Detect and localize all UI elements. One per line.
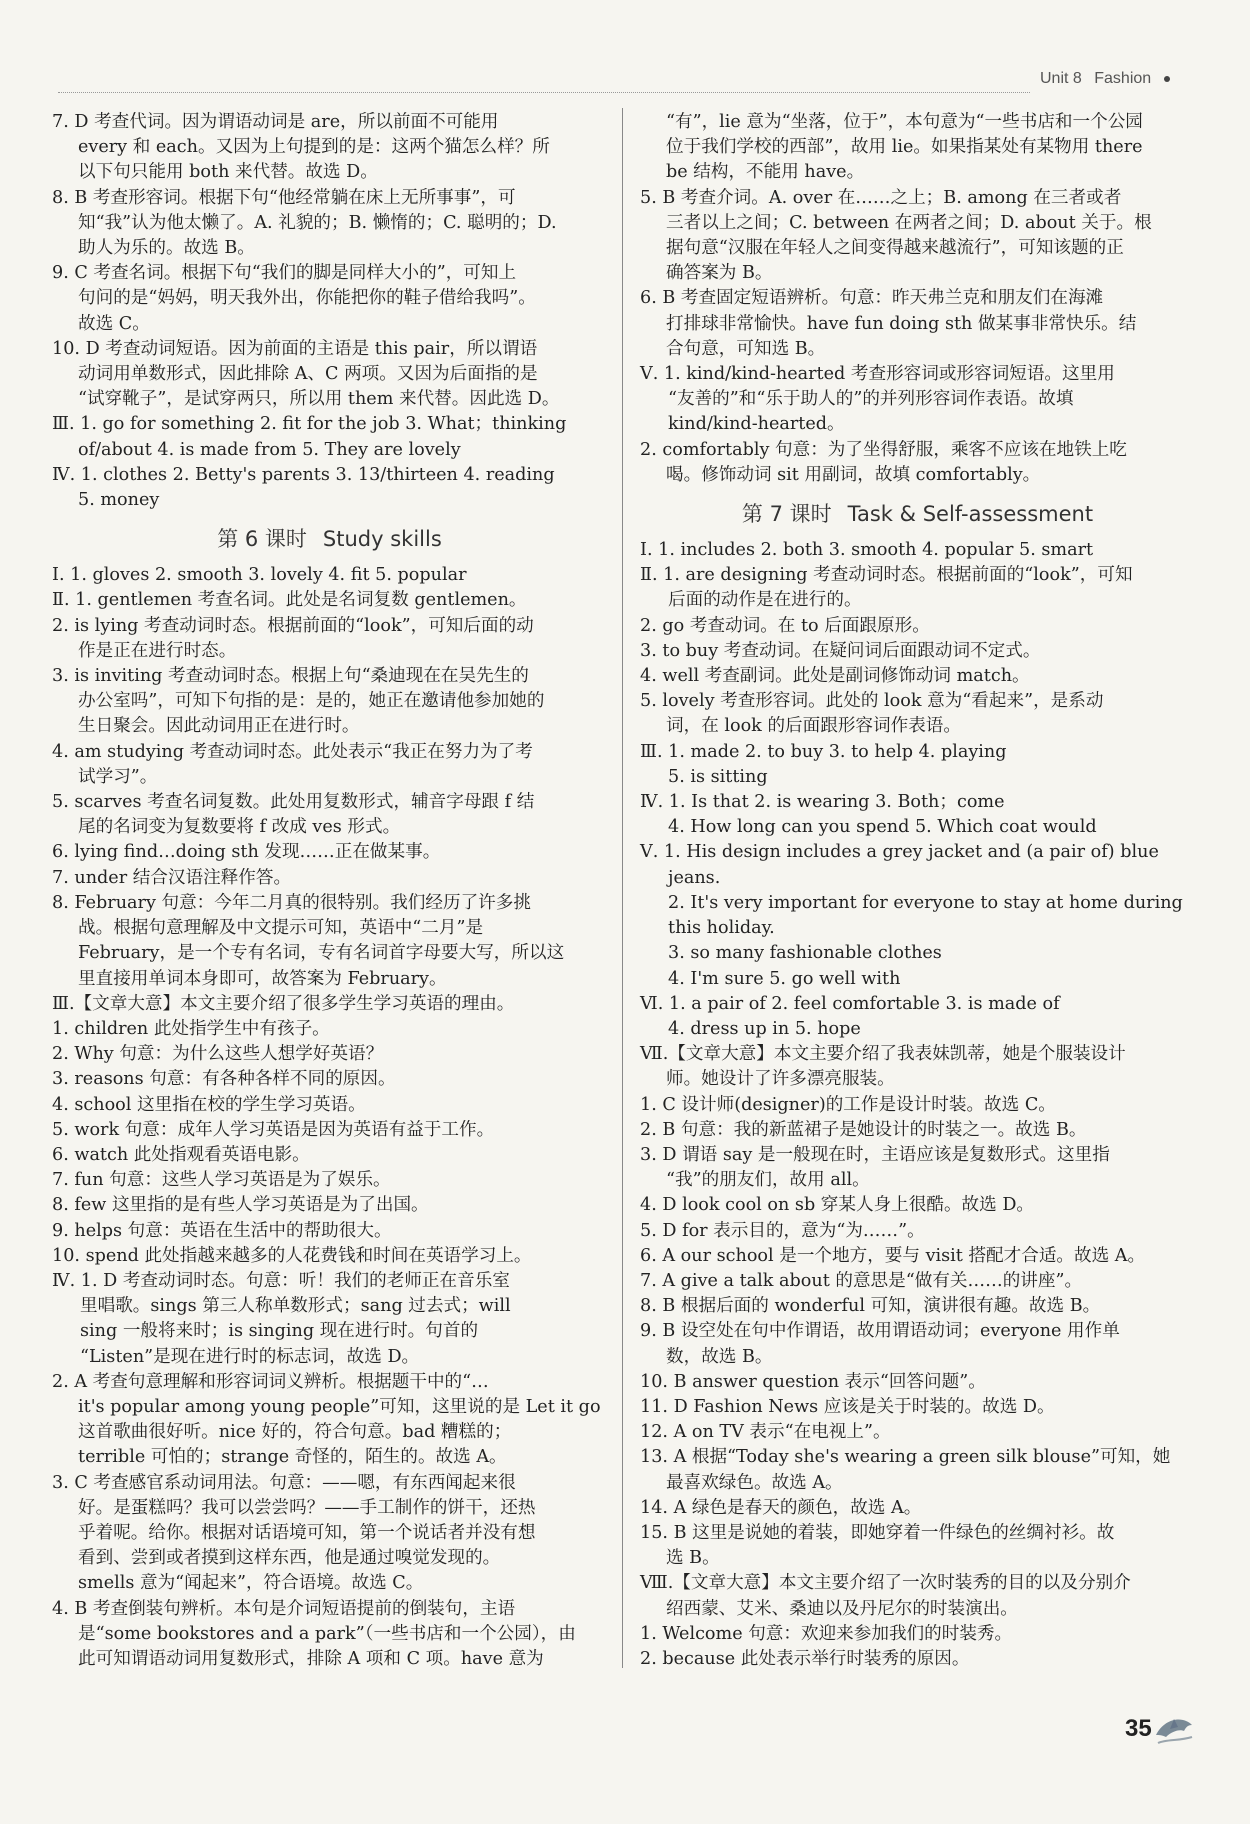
answer-continuation: 师。她设计了许多漂亮服装。 xyxy=(666,1069,895,1090)
answer-item: Ⅳ. 1. Is that 2. is wearing 3. Both；come xyxy=(640,792,1005,813)
answer-item: 13. A 根据“Today she's wearing a green silk blouse”可知，她 xyxy=(640,1447,1171,1468)
running-header xyxy=(1040,70,1170,88)
answer-item: 3. is inviting 考查动词时态。根据上句“桑迪现在在吴先生的 xyxy=(52,666,529,687)
answer-item: 2. because 此处表示举行时装秀的原因。 xyxy=(640,1648,970,1669)
answer-item: 8. February 句意：今年二月真的很特别。我们经历了许多挑 xyxy=(52,892,531,913)
answer-item: 11. D Fashion News 应该是关于时装的。故选 D。 xyxy=(640,1396,1055,1417)
lesson-title: Study skills xyxy=(322,527,442,552)
unit-label: Unit 8 xyxy=(1040,70,1082,87)
answer-continuation: of/about 4. is made from 5. They are lovely xyxy=(78,439,461,460)
answer-continuation: 句问的是“妈妈，明天我外出，你能把你的鞋子借给我吗”。 xyxy=(78,288,536,309)
answer-continuation: 绍西蒙、艾米、桑迪以及丹尼尔的时装演出。 xyxy=(666,1598,1018,1619)
answer-continuation: 生日聚会。因此动词用正在进行时。 xyxy=(78,716,360,737)
answer-item: Ⅵ. 1. a pair of 2. feel comfortable 3. is made of xyxy=(640,993,1060,1014)
answer-item: 8. B 根据后面的 wonderful 可知，演讲很有趣。故选 B。 xyxy=(640,1296,1101,1317)
lesson-title: Task & Self-assessment xyxy=(847,502,1094,527)
page-number: 35 xyxy=(1125,1715,1152,1742)
answer-continuation: 4. dress up in 5. hope xyxy=(668,1018,861,1039)
answer-item: 4. B 考查倒装句辨析。本句是介词短语提前的倒装句，主语 xyxy=(52,1598,516,1619)
answer-item: 10. D 考查动词短语。因为前面的主语是 this pair，所以谓语 xyxy=(52,338,538,359)
answer-item: 6. A our school 是一个地方，要与 visit 搭配才合适。故选 A。 xyxy=(640,1245,1146,1266)
answer-item: 10. spend 此处指越来越多的人花费钱和时间在英语学习上。 xyxy=(52,1245,532,1266)
answer-continuation: sing 一般将来时；is singing 现在进行时。句首的 xyxy=(80,1321,479,1342)
answer-item: Ⅶ.【文章大意】本文主要介绍了我表妹凯蒂，她是个服装设计 xyxy=(640,1044,1126,1065)
answer-item: 4. D look cool on sb 穿某人身上很酷。故选 D。 xyxy=(640,1195,1035,1216)
answer-continuation: 动词用单数形式，因此排除 A、C 两项。又因为后面指的是 xyxy=(78,364,538,385)
answer-item: 8. B 考查形容词。根据下句“他经常躺在床上无所事事”，可 xyxy=(52,187,516,208)
answer-item: 5. work 句意：成年人学习英语是因为英语有益于工作。 xyxy=(52,1119,495,1140)
topic-label: Fashion xyxy=(1094,70,1152,87)
answer-item: 7. A give a talk about 的意思是“做有关……的讲座”。 xyxy=(640,1270,1083,1291)
answer-continuation: 5. is sitting xyxy=(668,766,768,787)
answer-item: Ⅳ. 1. clothes 2. Betty's parents 3. 13/thirteen 4. reading xyxy=(52,464,555,485)
answer-continuation: 这首歌曲很好听。nice 好的，符合句意。bad 糟糕的； xyxy=(78,1422,512,1443)
answer-item: 7. D 考查代词。因为谓语动词是 are，所以前面不可能用 xyxy=(52,112,499,132)
answer-item: 15. B 这里是说她的着装，即她穿着一件绿色的丝绸衬衫。故 xyxy=(640,1522,1115,1543)
answer-continuation: 好。是蛋糕吗？我可以尝尝吗？——手工制作的饼干，还热 xyxy=(78,1497,536,1518)
answer-item: 4. school 这里指在校的学生学习英语。 xyxy=(52,1094,366,1115)
answer-continuation: 4. I'm sure 5. go well with xyxy=(668,968,901,989)
answer-item: 1. Welcome 句意：欢迎来参加我们的时装秀。 xyxy=(640,1623,1013,1644)
answer-item: 4. am studying 考查动词时态。此处表示“我正在努力为了考 xyxy=(52,741,533,762)
answer-continuation: this holiday. xyxy=(668,918,775,939)
answer-item: Ⅳ. 1. D 考查动词时态。句意：听！我们的老师正在音乐室 xyxy=(52,1270,510,1291)
answer-continuation: terrible 可怕的；strange 奇怪的，陌生的。故选 A。 xyxy=(78,1447,507,1468)
answer-continuation: 据句意“汉服在年轻人之间变得越来越流行”，可知该题的正 xyxy=(666,238,1124,259)
answer-continuation: 是“some bookstores and a park”（一些书店和一个公园），由 xyxy=(78,1623,576,1644)
answer-continuation: 3. so many fashionable clothes xyxy=(668,943,942,964)
answer-continuation: 作是正在进行时态。 xyxy=(78,640,237,661)
answer-item: Ⅰ. 1. gloves 2. smooth 3. lovely 4. fit 5. popular xyxy=(52,565,467,586)
left-column xyxy=(52,110,607,1672)
answer-item: 9. B 设空处在句中作谓语，故用谓语动词；everyone 用作单 xyxy=(640,1321,1120,1342)
answer-continuation: 位于我们学校的西部”，故用 lie。如果指某处有某物用 there xyxy=(666,137,1143,158)
answer-continuation: 确答案为 B。 xyxy=(666,263,773,284)
answer-item: Ⅴ. 1. His design includes a grey jacket and (a pair of) blue xyxy=(640,842,1159,863)
answer-item: Ⅲ. 1. made 2. to buy 3. to help 4. playing xyxy=(640,741,1007,762)
answer-item: 2. B 句意：我的新蓝裙子是她设计的时装之一。故选 B。 xyxy=(640,1119,1087,1140)
answer-item: 12. A on TV 表示“在电视上”。 xyxy=(640,1422,891,1443)
answer-item: 6. lying find…doing sth 发现……正在做某事。 xyxy=(52,842,441,863)
answer-continuation: 战。根据句意理解及中文提示可知，英语中“二月”是 xyxy=(78,918,484,939)
answer-continuation: every 和 each。又因为上句提到的是：这两个猫怎么样？所 xyxy=(78,137,550,158)
answer-continuation: “我”的朋友们，故用 all。 xyxy=(666,1170,870,1191)
answer-item: 3. reasons 句意：有各种各样不同的原因。 xyxy=(52,1069,396,1090)
answer-continuation: 喝。修饰动词 sit 用副词，故填 comfortably。 xyxy=(666,464,1041,485)
answer-continuation: 尾的名词变为复数要将 f 改成 ves 形式。 xyxy=(78,817,401,838)
lesson-heading xyxy=(52,523,607,555)
answer-continuation: 此可知谓语动词用复数形式，排除 A 项和 C 项。have 意为 xyxy=(78,1648,544,1669)
answer-continuation: 打排球非常愉快。have fun doing sth 做某事非常快乐。结 xyxy=(666,313,1137,334)
bullet-icon xyxy=(1164,76,1170,82)
answer-item: 9. C 考查名词。根据下句“我们的脚是同样大小的”，可知上 xyxy=(52,263,517,284)
answer-continuation: 知“我”认为他太懒了。A. 礼貌的；B. 懒惰的；C. 聪明的；D. xyxy=(78,212,557,233)
answer-item: 6. B 考查固定短语辨析。句意：昨天弗兰克和朋友们在海滩 xyxy=(640,288,1104,309)
answer-item: 7. fun 句意：这些人学习英语是为了娱乐。 xyxy=(52,1170,391,1191)
answer-continuation: 词，在 look 的后面跟形容词作表语。 xyxy=(666,716,961,737)
answer-item: Ⅴ. 1. kind/kind-hearted 考查形容词或形容词短语。这里用 xyxy=(640,364,1115,385)
dolphin-icon xyxy=(1150,1705,1198,1753)
answer-item: 7. under 结合汉语注释作答。 xyxy=(52,867,292,888)
answer-item: 6. watch 此处指观看英语电影。 xyxy=(52,1144,310,1165)
right-column xyxy=(640,110,1195,1672)
answer-continuation: “友善的”和“乐于助人的”的并列形容词作表语。故填 xyxy=(668,389,1074,410)
answer-item: 1. children 此处指学生中有孩子。 xyxy=(52,1018,330,1039)
answer-item: 5. D for 表示目的，意为“为……”。 xyxy=(640,1220,925,1241)
answer-item: 1. C 设计师(designer)的工作是设计时装。故选 C。 xyxy=(640,1094,1056,1115)
answer-item: 8. few 这里指的是有些人学习英语是为了出国。 xyxy=(52,1195,429,1216)
answer-continuation: 5. money xyxy=(78,490,160,511)
answer-continuation: 后面的动作是在进行的。 xyxy=(668,590,862,611)
answer-continuation: 以下句只能用 both 来代替。故选 D。 xyxy=(78,162,378,183)
answer-item: 4. well 考查副词。此处是副词修饰动词 match。 xyxy=(640,666,1030,687)
answer-continuation: “有”，lie 意为“坐落，位于”，本句意为“一些书店和一个公园 xyxy=(666,112,1143,132)
answer-item: 5. B 考查介词。A. over 在……之上；B. among 在三者或者 xyxy=(640,187,1122,208)
answer-continuation: kind/kind-hearted。 xyxy=(668,414,845,435)
answer-item: 2. comfortably 句意：为了坐得舒服，乘客不应该在地铁上吃 xyxy=(640,439,1127,460)
answer-item: 2. is lying 考查动词时态。根据前面的“look”，可知后面的动 xyxy=(52,615,534,636)
answer-item: 5. scarves 考查名词复数。此处用复数形式，辅音字母跟 f 结 xyxy=(52,792,535,813)
answer-item: 3. C 考查感官系动词用法。句意：——嗯，有东西闻起来很 xyxy=(52,1472,516,1493)
answer-item: Ⅰ. 1. includes 2. both 3. smooth 4. popular 5. smart xyxy=(640,540,1094,561)
answer-item: Ⅱ. 1. gentlemen 考查名词。此处是名词复数 gentlemen。 xyxy=(52,590,527,611)
answer-continuation: 故选 C。 xyxy=(78,313,150,334)
answer-item: Ⅷ.【文章大意】本文主要介绍了一次时装秀的目的以及分别介 xyxy=(640,1573,1131,1594)
answer-continuation: jeans. xyxy=(668,867,721,888)
column-divider xyxy=(622,108,623,1668)
answer-continuation: 三者以上之间；C. between 在两者之间；D. about 关于。根 xyxy=(666,212,1152,233)
answer-item: 9. helps 句意：英语在生活中的帮助很大。 xyxy=(52,1220,392,1241)
answer-continuation: 数，故选 B。 xyxy=(666,1346,773,1367)
lesson-number: 第 7 课时 xyxy=(741,502,832,527)
answer-continuation: 里直接用单词本身即可，故答案为 February。 xyxy=(78,968,447,989)
answer-continuation: 里唱歌。sings 第三人称单数形式；sang 过去式；will xyxy=(80,1296,511,1317)
answer-continuation: be 结构，不能用 have。 xyxy=(666,162,865,183)
answer-item: 3. to buy 考查动词。在疑问词后面跟动词不定式。 xyxy=(640,640,1041,661)
answer-item: 2. A 考查句意理解和形容词词义辨析。根据题干中的“… xyxy=(52,1371,489,1392)
answer-continuation: 看到、尝到或者摸到这样东西，他是通过嗅觉发现的。 xyxy=(78,1548,501,1569)
lesson-number: 第 6 课时 xyxy=(217,527,307,552)
answer-continuation: it's popular among young people”可知，这里说的是 Let it go xyxy=(78,1396,601,1417)
answer-item: 3. D 谓语 say 是一般现在时，主语应该是复数形式。这里指 xyxy=(640,1144,1110,1165)
answer-item: 2. Why 句意：为什么这些人想学好英语？ xyxy=(52,1044,384,1065)
header-rule xyxy=(58,92,1030,93)
answer-continuation: 乎着呢。给你。根据对话语境可知，第一个说话者并没有想 xyxy=(78,1522,536,1543)
answer-continuation: 助人为乐的。故选 B。 xyxy=(78,238,255,259)
answer-continuation: 选 B。 xyxy=(666,1548,720,1569)
answer-item: 10. B answer question 表示“回答问题”。 xyxy=(640,1371,986,1392)
answer-continuation: “Listen”是现在进行时的标志词，故选 D。 xyxy=(80,1346,420,1367)
answer-item: Ⅲ.【文章大意】本文主要介绍了很多学生学习英语的理由。 xyxy=(52,993,515,1014)
answer-continuation: February，是一个专有名词，专有名词首字母要大写，所以这 xyxy=(78,943,565,964)
answer-item: Ⅱ. 1. are designing 考查动词时态。根据前面的“look”，可知 xyxy=(640,565,1133,586)
answer-continuation: 办公室吗”，可知下句指的是：是的，她正在邀请他参加她的 xyxy=(78,691,545,712)
answer-continuation: 合句意，可知选 B。 xyxy=(666,338,826,359)
answer-continuation: 最喜欢绿色。故选 A。 xyxy=(666,1472,843,1493)
answer-item: 2. go 考查动词。在 to 后面跟原形。 xyxy=(640,615,930,636)
answer-item: 14. A 绿色是春天的颜色，故选 A。 xyxy=(640,1497,922,1518)
answer-item: Ⅲ. 1. go for something 2. fit for the job 3. What；thinking xyxy=(52,414,567,435)
answer-continuation: 2. It's very important for everyone to stay at home during xyxy=(668,892,1183,913)
lesson-heading xyxy=(640,498,1195,530)
answer-continuation: smells 意为“闻起来”，符合语境。故选 C。 xyxy=(78,1573,424,1594)
answer-continuation: 试学习”。 xyxy=(78,766,158,787)
answer-item: 5. lovely 考查形容词。此处的 look 意为“看起来”，是系动 xyxy=(640,691,1104,712)
answer-continuation: 4. How long can you spend 5. Which coat would xyxy=(668,817,1097,838)
answer-continuation: “试穿靴子”，是试穿两只，所以用 them 来代替。因此选 D。 xyxy=(78,389,560,410)
